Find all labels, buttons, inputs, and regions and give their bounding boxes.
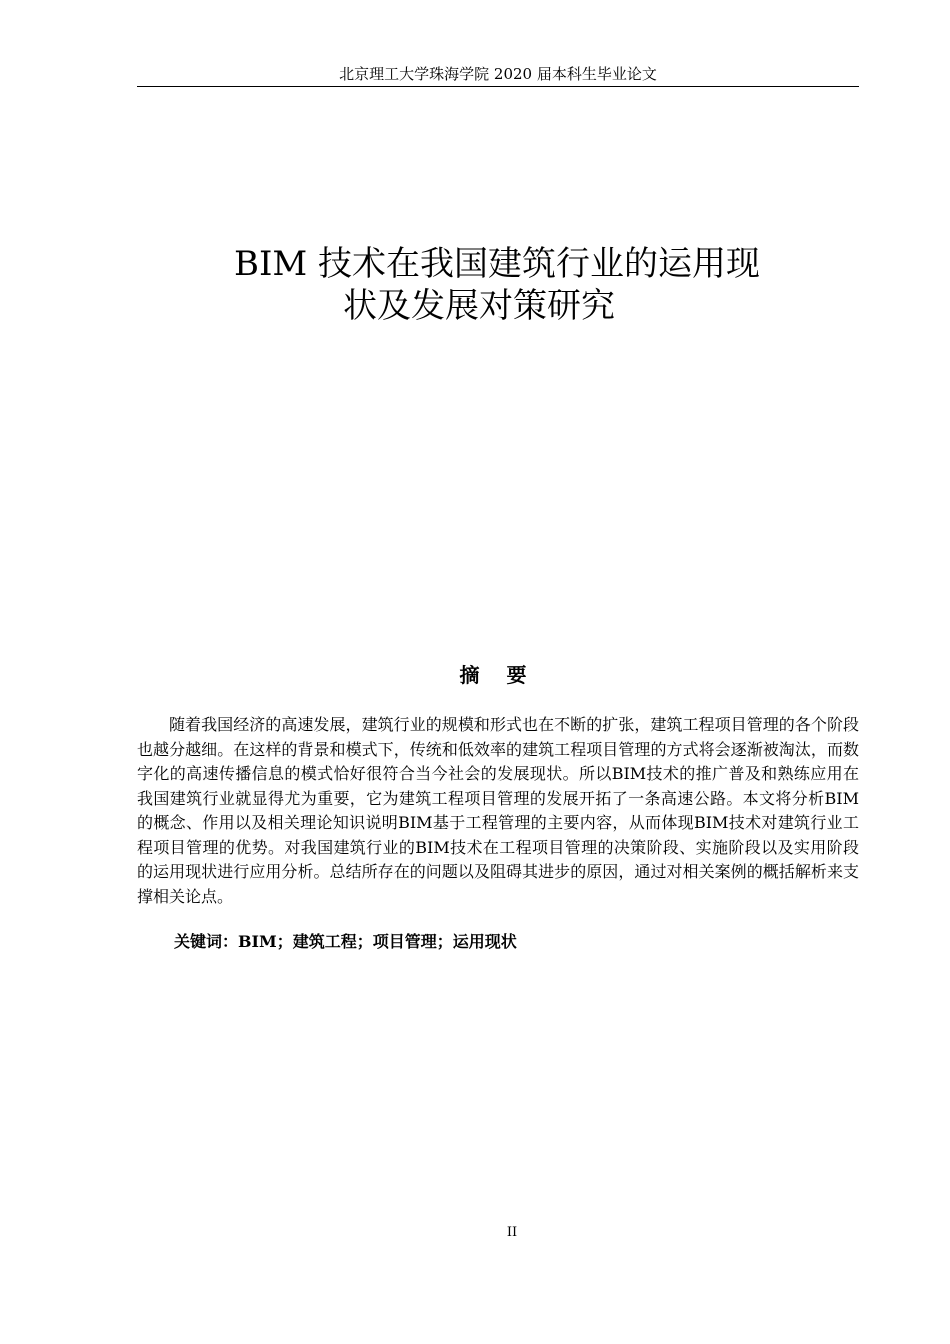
thesis-title-line-1: BIM 技术在我国建筑行业的运用现 <box>234 244 761 284</box>
thesis-title-line-2: 状及发展对策研究 <box>343 286 615 326</box>
abstract-heading: 摘 要 <box>459 663 537 687</box>
running-header: 北京理工大学珠海学院 2020 届本科生毕业论文 <box>137 62 859 87</box>
page-number: II <box>506 1225 518 1240</box>
abstract-body: 随着我国经济的高速发展，建筑行业的规模和形式也在不断的扩张，建筑工程项目管理的各个阶段也越分越细。在这样的背景和模式下，传统和低效率的建筑工程项目管理的方式将会逐渐被淘汰，而数字化的高速传播信息的模式恰好很符合当今社会的发展现状。所以BIM技术的推广普及和熟练应用在我国建筑行业就显得尤为重要，它为建筑工程项目管理的发展开拓了一条高速公路。本文将分析BIM的概念、作用以及相关理论知识说明BIM基于工程管理的主要内容，从而体现BIM技术对建筑行业工程项目管理的优势。对我国建筑行业的BIM技术在工程项目管理的决策阶段、实施阶段以及实用阶段的运用现状进行应用分析。总结所存在的问题以及阻碍其进步的原因，通过对相关案例的概括解析来支撑相关论点。 <box>137 715 859 906</box>
keywords-line: 关键词：BIM；建筑工程；项目管理；运用现状 <box>174 932 517 951</box>
